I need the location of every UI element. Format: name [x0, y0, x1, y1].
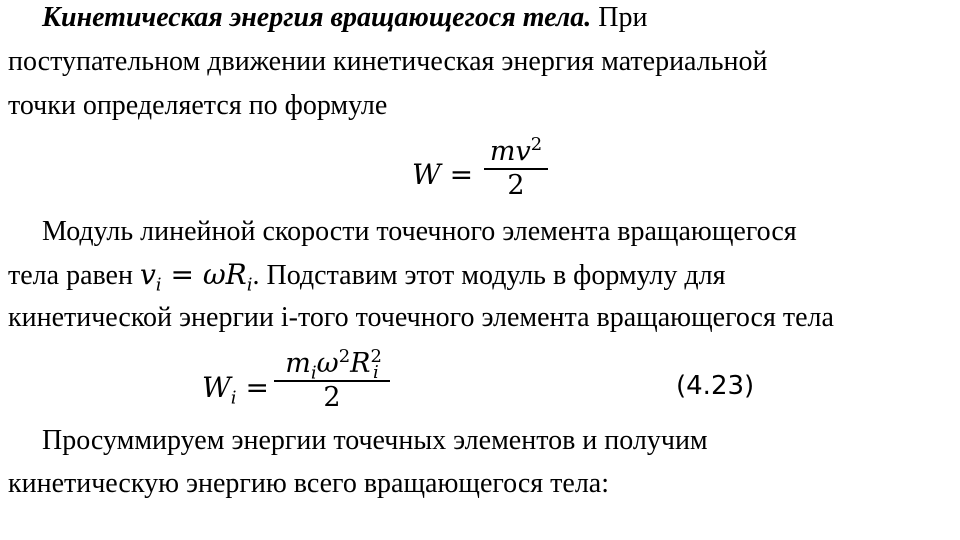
- formula2-equals: =: [236, 371, 269, 404]
- formula1-denominator: 2: [507, 170, 525, 201]
- formula2-m: m: [285, 348, 311, 379]
- formula2-lhs: [202, 370, 269, 409]
- formula2-m-sub: i: [310, 362, 317, 384]
- paragraph1-line2: поступательном движении кинетическая энергия материальной: [8, 46, 768, 77]
- formula2-w: W: [202, 371, 231, 404]
- formula2-omega-exp: 2: [338, 346, 351, 367]
- inline-v-sub: i: [155, 274, 162, 296]
- formula1-equals: =: [440, 158, 474, 191]
- inline-v: v: [139, 258, 156, 291]
- paragraph2-line2: [8, 257, 725, 294]
- inline-omega-r: ωR: [202, 258, 247, 291]
- formula2-numerator: [274, 346, 390, 384]
- formula2-r-exp: 2: [370, 346, 382, 367]
- paragraph2-line1: Модуль линейной скорости точечного элемента вращающегося: [42, 216, 797, 247]
- equation-number: (4.23): [676, 371, 755, 401]
- paragraph2-line2-end: . Подставим этот модуль в формулу для: [252, 260, 726, 291]
- formula1-mv: mv: [489, 136, 531, 167]
- paragraph2-line2-start: тела равен: [8, 260, 140, 291]
- formula2-fraction: [274, 348, 390, 414]
- formula1-fraction: [484, 136, 548, 202]
- formula1-w: W: [412, 158, 441, 191]
- inline-formula: [139, 258, 253, 296]
- formula1-numerator: [484, 136, 548, 168]
- section-title: Кинетическая энергия вращающегося тела.: [42, 2, 592, 33]
- inline-r-sub: i: [246, 274, 253, 296]
- formula1-lhs: [412, 157, 473, 193]
- formula2-w-sub: i: [230, 387, 237, 409]
- formula1-exp: 2: [530, 134, 543, 155]
- paragraph3-line1: Просуммируем энергии точечных элементов и получим: [42, 425, 708, 456]
- paragraph3-line2: кинетическую энергию всего вращающегося тела:: [8, 468, 610, 499]
- paragraph2-line3: кинетической энергии i-того точечного элемента вращающегося тела: [8, 302, 834, 333]
- inline-equals: =: [161, 258, 203, 291]
- paragraph1-line1-rest: При: [591, 2, 648, 33]
- formula2-denominator: 2: [323, 382, 341, 413]
- formula2-omega: ω: [316, 348, 339, 379]
- formula2-r: R: [350, 348, 371, 379]
- formula2-r-sub: i: [372, 362, 379, 384]
- paragraph1-line1: [42, 0, 648, 36]
- paragraph1-line3: точки определяется по формуле: [8, 90, 388, 121]
